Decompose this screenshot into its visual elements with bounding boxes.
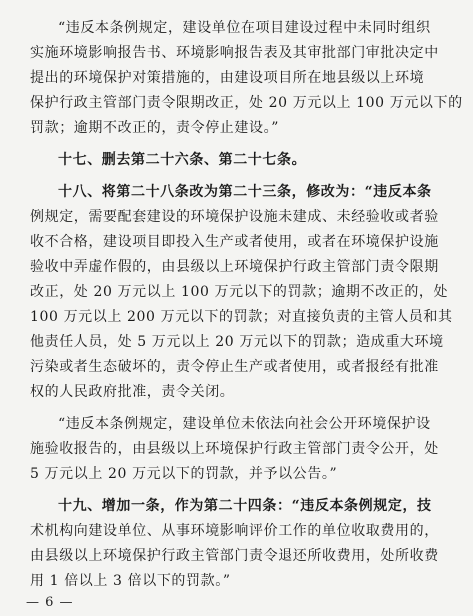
- text-line: 由县级以上环境保护行政主管部门责令退还所收费用，处所收费: [30, 548, 439, 564]
- text-line: 污染或者生态破坏的，责令停止生产或者使用，或者报经有批准: [30, 359, 439, 375]
- text-line: 验收中弄虚作假的，由县级以上环境保护行政主管部门责令限期: [30, 259, 439, 275]
- text-line: 施验收报告的，由县级以上环境保护行政主管部门责令公开，处: [30, 441, 439, 457]
- text-line: 权的人民政府批准，责令关闭。: [30, 384, 235, 400]
- text-line: 提出的环境保护对策措施的，由建设项目所在地县级以上环境: [30, 70, 425, 86]
- page-number: — 6 —: [26, 595, 74, 610]
- text-line: 100 万元以上 200 万元以下的罚款；对直接负责的主管人员和其: [30, 309, 453, 325]
- text-line: 罚款；逾期不改正的，责令停止建设。”: [30, 120, 279, 136]
- text-line: 保护行政主管部门责令限期改正，处 20 万元以上 100 万元以下的: [30, 95, 463, 111]
- paragraph-2-item-17: [30, 148, 447, 173]
- paragraph-3-item-18: [30, 180, 453, 405]
- paragraph-5-item-19: [30, 494, 447, 594]
- text-line: 用 1 倍以上 3 倍以下的罚款。”: [30, 573, 231, 589]
- text-line: 5 万元以上 20 万元以下的罚款，并予以公告。”: [30, 466, 338, 482]
- text-line: 改正，处 20 万元以上 100 万元以下的罚款；逾期不改正的，处: [30, 284, 449, 300]
- paragraph-1: [30, 16, 463, 141]
- item-19-heading: 十九、增加一条，作为第二十四条：“违反本条例规定，技: [58, 498, 432, 514]
- text-line: 他责任人员，处 5 万元以上 20 万元以下的罚款；造成重大环境: [30, 334, 444, 350]
- item-18-heading: 十八、将第二十八条改为第二十三条，修改为：“违反本条: [58, 184, 432, 200]
- item-17-heading: 十七、删去第二十六条、第二十七条。: [58, 152, 307, 168]
- text-line: “违反本条例规定，建设单位未依法向社会公开环境保护设: [58, 416, 431, 432]
- text-line: 收不合格，建设项目即投入生产或者使用，或者在环境保护设施: [30, 234, 439, 250]
- text-line: 例规定，需要配套建设的环境保护设施未建成、未经验收或者验: [30, 209, 439, 225]
- paragraph-4: [30, 412, 447, 487]
- text-line: “违反本条例规定，建设单位在项目建设过程中未同时组织: [58, 20, 431, 36]
- text-line: 术机构向建设单位、从事环境影响评价工作的单位收取费用的，: [30, 523, 439, 539]
- text-line: 实施环境影响报告书、环境影响报告表及其审批部门审批决定中: [30, 45, 439, 61]
